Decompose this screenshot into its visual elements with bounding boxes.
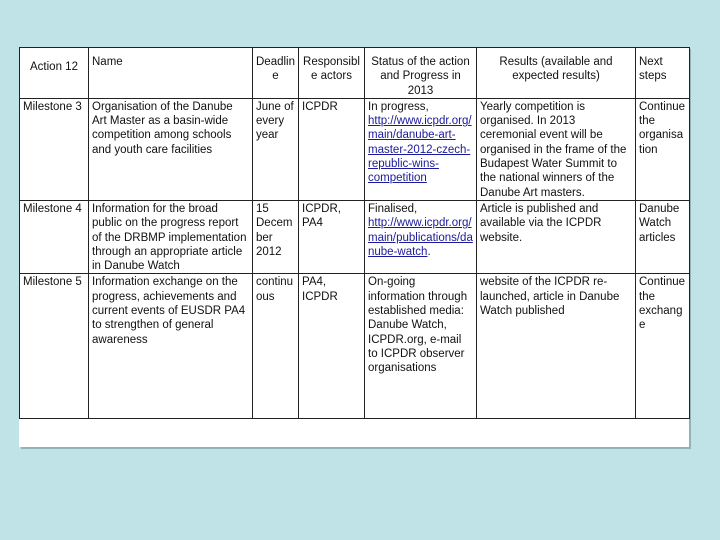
milestone-label: Milestone 3 [20, 98, 89, 200]
status-link[interactable]: http://www.icpdr.org/main/publications/danube-watch [368, 217, 473, 258]
milestone-deadline: continuous [253, 274, 299, 419]
action-table [19, 47, 690, 419]
status-text: Finalised, [368, 202, 418, 215]
milestone-results: Article is published and available via the ICPDR website. [477, 200, 636, 273]
milestone-responsible: ICPDR [299, 98, 365, 200]
milestone-results: website of the ICPDR re-launched, article in Danube Watch published [477, 274, 636, 419]
milestone-status [365, 200, 477, 273]
milestone-label: Milestone 4 [20, 200, 89, 273]
table-header-row [20, 48, 690, 99]
table-row [20, 274, 690, 419]
header-results: Results (available and expected results) [477, 48, 636, 99]
milestone-name: Information exchange on the progress, achievements and current events of EUSDR PA4 to strengthen of general awareness [89, 274, 253, 419]
status-link[interactable]: http://www.icpdr.org/main/danube-art-master-2012-czech-republic-wins-competition [368, 115, 472, 185]
milestone-deadline: June of every year [253, 98, 299, 200]
header-action: Action 12 [20, 48, 89, 99]
header-deadline: Deadline [253, 48, 299, 99]
milestone-next-steps: Continue the exchange [636, 274, 690, 419]
milestone-results: Yearly competition is organised. In 2013 ceremonial event will be organised in the frame of the Budapest Water Summit to the national winners of the Danube Art masters. [477, 98, 636, 200]
status-after: . [427, 245, 431, 258]
milestone-label: Milestone 5 [20, 274, 89, 419]
table-row [20, 200, 690, 273]
milestone-next-steps: Danube Watch articles [636, 200, 690, 273]
header-next-steps: Next steps [636, 48, 690, 99]
milestone-deadline: 15 December 2012 [253, 200, 299, 273]
status-text: In progress, [368, 100, 429, 113]
header-status: Status of the action and Progress in 2013 [365, 48, 477, 99]
table-row [20, 98, 690, 200]
header-responsible: Responsible actors [299, 48, 365, 99]
milestone-status: On-going information through established media: Danube Watch, ICPDR.org, e-mail to ICPDR observer organisations [365, 274, 477, 419]
document-page [19, 47, 689, 447]
header-name: Name [89, 48, 253, 99]
milestone-responsible: ICPDR, PA4 [299, 200, 365, 273]
milestone-responsible: PA4, ICPDR [299, 274, 365, 419]
milestone-status [365, 98, 477, 200]
milestone-name: Information for the broad public on the progress report of the DRBMP implementation through an appropriate article in Danube Watch [89, 200, 253, 273]
milestone-next-steps: Continue the organisation [636, 98, 690, 200]
milestone-name: Organisation of the Danube Art Master as a basin-wide competition among schools and youth care facilities [89, 98, 253, 200]
